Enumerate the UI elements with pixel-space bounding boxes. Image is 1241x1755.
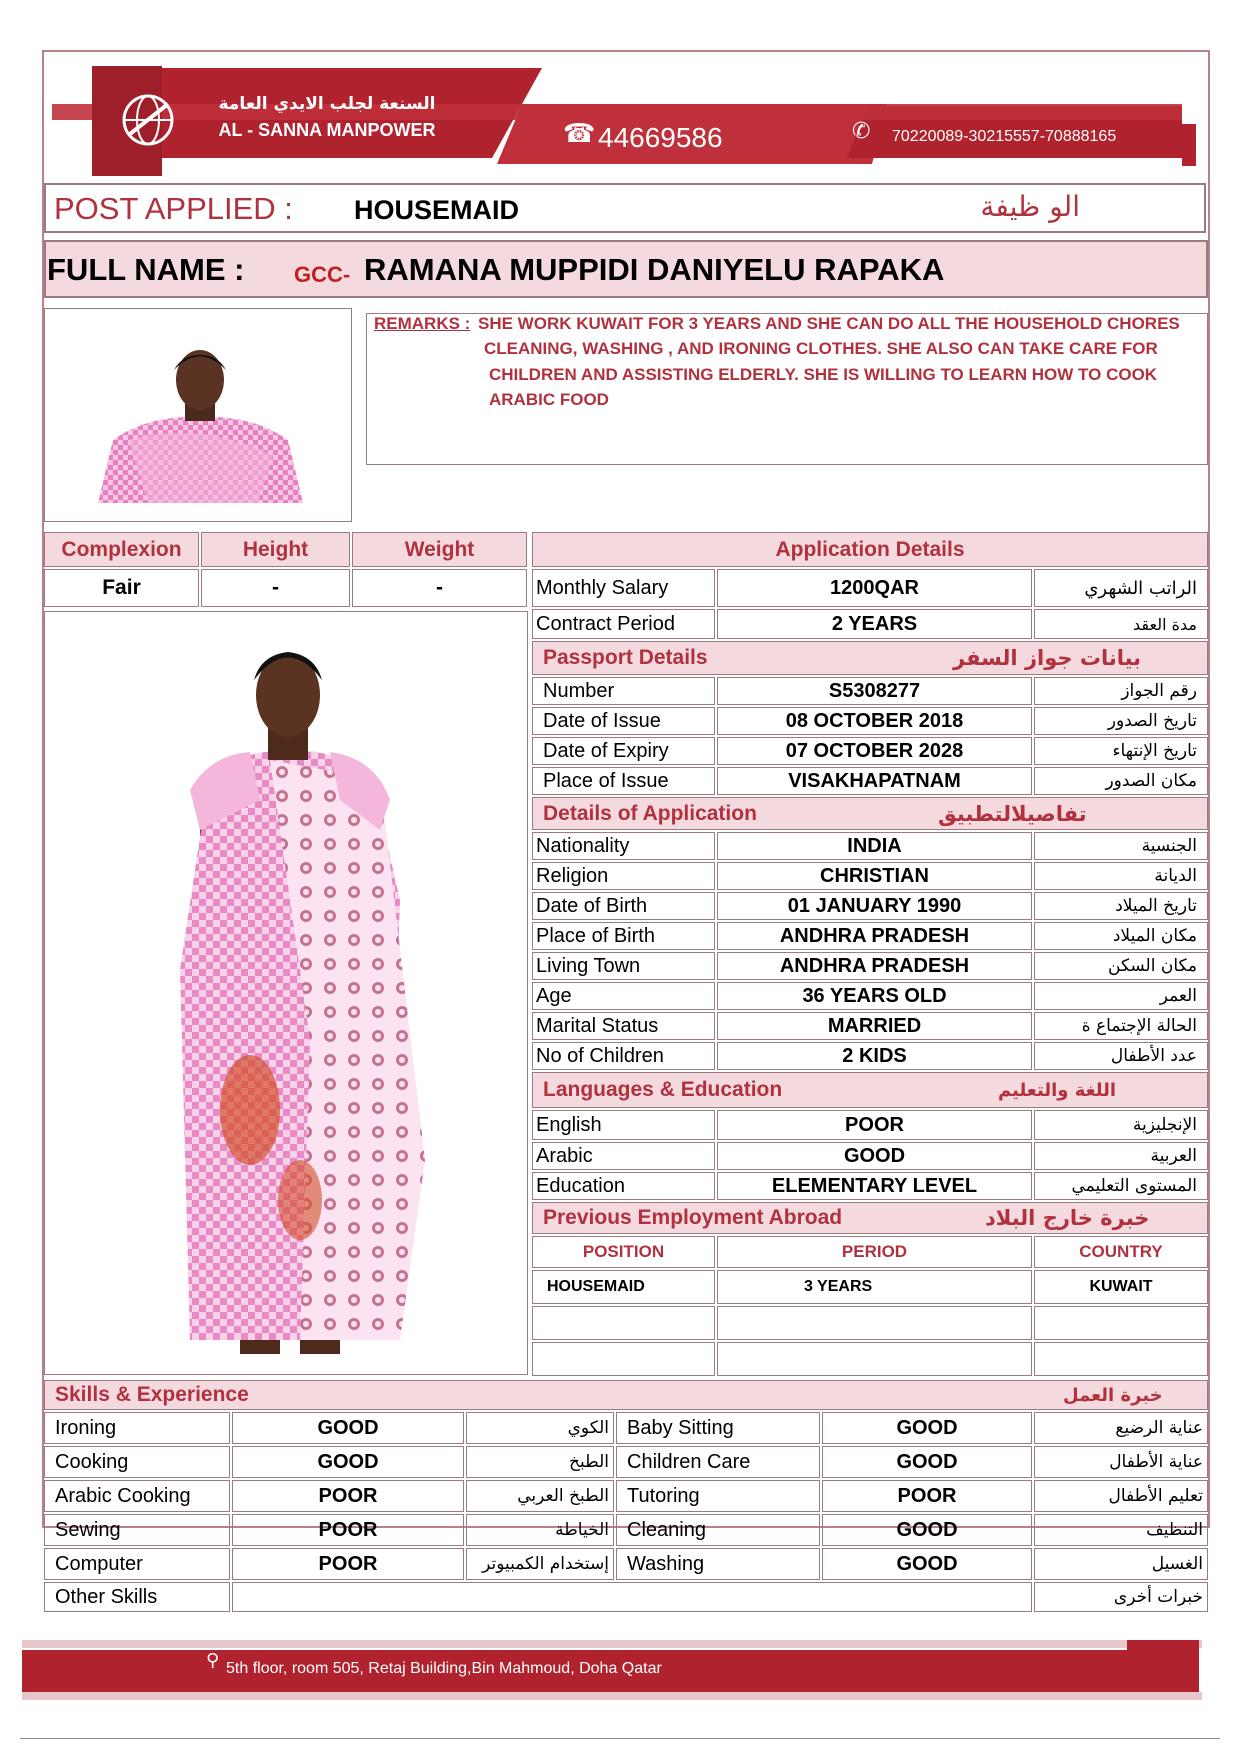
remarks-label: REMARKS : (374, 314, 471, 333)
skill-baby-sitting-ar: عناية الرضيع (1034, 1412, 1208, 1444)
no-of-children-ar: عدد الأطفال (1034, 1042, 1208, 1070)
english-ar: الإنجليزية (1034, 1110, 1208, 1140)
other-skills-value (232, 1582, 1032, 1612)
monthly-salary-label: Monthly Salary (532, 569, 715, 607)
height-header: Height (201, 532, 350, 567)
gcc-prefix: GCC- (294, 262, 351, 287)
skill-children-care-label: Children Care (616, 1446, 820, 1478)
religion-value: CHRISTIAN (717, 862, 1032, 890)
position-header: POSITION (532, 1236, 715, 1268)
no-of-children-label: No of Children (532, 1042, 715, 1070)
details-of-application-title-ar: تفاصيلالتطبيق (938, 801, 1087, 826)
passport-details-title: Passport Details (543, 646, 708, 669)
passport-details-title-ar: بيانات جواز السفر (953, 646, 1142, 670)
date-of-expiry-value: 07 OCTOBER 2028 (717, 737, 1032, 765)
age-ar: العمر (1034, 982, 1208, 1010)
skill-sewing-value: POOR (232, 1514, 464, 1546)
remarks-line-1: SHE WORK KUWAIT FOR 3 YEARS AND SHE CAN DO ALL THE HOUSEHOLD CHORES (478, 314, 1180, 333)
date-of-birth-ar: تاريخ الميلاد (1034, 892, 1208, 920)
passport-number-value: S5308277 (717, 677, 1032, 705)
skill-children-care-ar: عناية الأطفال (1034, 1446, 1208, 1478)
other-skills-label: Other Skills (44, 1582, 230, 1612)
skill-computer-value: POOR (232, 1548, 464, 1580)
skills-experience-header (44, 1380, 1208, 1410)
skill-ironing-value: GOOD (232, 1412, 464, 1444)
skill-ironing-ar: الكوي (466, 1412, 614, 1444)
skill-arabic-cooking-label: Arabic Cooking (44, 1480, 230, 1512)
skill-sewing-label: Sewing (44, 1514, 230, 1546)
employment-empty-2b (717, 1342, 1032, 1376)
date-of-birth-value: 01 JANUARY 1990 (717, 892, 1032, 920)
employment-position: HOUSEMAID (532, 1270, 715, 1304)
footer-address: 5th floor, room 505, Retaj Building,Bin Mahmoud, Doha Qatar (226, 1660, 662, 1677)
languages-education-title-ar: اللغة والتعليم (998, 1079, 1117, 1101)
place-of-issue-label: Place of Issue (532, 767, 715, 795)
passport-number-label: Number (532, 677, 715, 705)
full-body-photo (150, 640, 430, 1358)
skill-washing-ar: الغسيل (1034, 1548, 1208, 1580)
employment-country: KUWAIT (1034, 1270, 1208, 1304)
phone-number: 44669586 (598, 122, 723, 153)
arabic-label: Arabic (532, 1142, 715, 1170)
monthly-salary-ar: الراتب الشهري (1034, 569, 1208, 607)
education-value: ELEMENTARY LEVEL (717, 1172, 1032, 1200)
skills-experience-title-ar: خبرة العمل (1063, 1384, 1163, 1406)
religion-ar: الديانة (1034, 862, 1208, 890)
skill-washing-value: GOOD (822, 1548, 1032, 1580)
marital-status-label: Marital Status (532, 1012, 715, 1040)
period-header: PERIOD (717, 1236, 1032, 1268)
education-ar: المستوى التعليمي (1034, 1172, 1208, 1200)
contract-period-label: Contract Period (532, 609, 715, 639)
nationality-label: Nationality (532, 832, 715, 860)
skill-computer-ar: إستخدام الكمبيوتر (466, 1548, 614, 1580)
company-logo-icon (120, 92, 176, 148)
other-skills-ar: خبرات أخرى (1034, 1582, 1208, 1612)
passport-details-header (532, 641, 1208, 675)
marital-status-ar: الحالة الإجتماع ة (1034, 1012, 1208, 1040)
post-applied-label: POST APPLIED : (54, 191, 293, 226)
living-town-label: Living Town (532, 952, 715, 980)
employment-period: 3 YEARS (717, 1270, 1032, 1304)
date-of-issue-ar: تاريخ الصدور (1034, 707, 1208, 735)
skill-tutoring-ar: تعليم الأطفال (1034, 1480, 1208, 1512)
skill-computer-label: Computer (44, 1548, 230, 1580)
place-of-birth-ar: مكان الميلاد (1034, 922, 1208, 950)
skill-cleaning-value: GOOD (822, 1514, 1032, 1546)
skill-arabic-cooking-ar: الطبخ العربي (466, 1480, 614, 1512)
height-value: - (201, 569, 350, 607)
religion-label: Religion (532, 862, 715, 890)
languages-education-title: Languages & Education (543, 1078, 783, 1101)
full-name-value: RAMANA MUPPIDI DANIYELU RAPAKA (364, 252, 945, 287)
full-name-label: FULL NAME : (47, 252, 245, 287)
languages-education-header (532, 1072, 1208, 1108)
date-of-issue-value: 08 OCTOBER 2018 (717, 707, 1032, 735)
skill-arabic-cooking-value: POOR (232, 1480, 464, 1512)
footer-rule (20, 1738, 1220, 1739)
place-of-birth-label: Place of Birth (532, 922, 715, 950)
weight-header: Weight (352, 532, 527, 567)
contract-period-value: 2 YEARS (717, 609, 1032, 639)
complexion-value: Fair (44, 569, 199, 607)
skill-cooking-ar: الطبخ (466, 1446, 614, 1478)
living-town-value: ANDHRA PRADESH (717, 952, 1032, 980)
remarks-line-2: CLEANING, WASHING , AND IRONING CLOTHES. SHE ALSO CAN TAKE CARE FOR (484, 339, 1158, 358)
application-details-header: Application Details (532, 532, 1208, 567)
skill-cooking-label: Cooking (44, 1446, 230, 1478)
previous-employment-title-ar: خبرة خارج البلاد (985, 1206, 1150, 1230)
country-header: COUNTRY (1034, 1236, 1208, 1268)
place-of-birth-value: ANDHRA PRADESH (717, 922, 1032, 950)
english-label: English (532, 1110, 715, 1140)
arabic-ar: العربية (1034, 1142, 1208, 1170)
living-town-ar: مكان السكن (1034, 952, 1208, 980)
post-applied-label-ar: الو ظيفة (980, 190, 1080, 223)
complexion-header: Complexion (44, 532, 199, 567)
skill-children-care-value: GOOD (822, 1446, 1032, 1478)
skill-washing-label: Washing (616, 1548, 820, 1580)
portrait-photo-small (88, 345, 313, 503)
age-label: Age (532, 982, 715, 1010)
skill-baby-sitting-label: Baby Sitting (616, 1412, 820, 1444)
date-of-issue-label: Date of Issue (532, 707, 715, 735)
skill-ironing-label: Ironing (44, 1412, 230, 1444)
skills-experience-title: Skills & Experience (55, 1383, 249, 1406)
nationality-value: INDIA (717, 832, 1032, 860)
age-value: 36 YEARS OLD (717, 982, 1032, 1010)
post-applied-value: HOUSEMAID (354, 195, 520, 225)
nationality-ar: الجنسية (1034, 832, 1208, 860)
place-of-issue-ar: مكان الصدور (1034, 767, 1208, 795)
previous-employment-title: Previous Employment Abroad (543, 1206, 843, 1229)
phone-icon: ☎ (563, 118, 596, 148)
english-value: POOR (717, 1110, 1032, 1140)
place-of-issue-value: VISAKHAPATNAM (717, 767, 1032, 795)
mobile-icon: ✆ (852, 118, 871, 143)
date-of-birth-label: Date of Birth (532, 892, 715, 920)
skill-sewing-ar: الخياطة (466, 1514, 614, 1546)
passport-number-ar: رقم الجواز (1034, 677, 1208, 705)
remarks-line-4: ARABIC FOOD (489, 390, 609, 409)
education-label: Education (532, 1172, 715, 1200)
mobile-numbers: 70220089-30215557-70888165 (892, 128, 1117, 145)
marital-status-value: MARRIED (717, 1012, 1032, 1040)
skill-cooking-value: GOOD (232, 1446, 464, 1478)
employment-empty-1a (532, 1306, 715, 1340)
employment-empty-1b (717, 1306, 1032, 1340)
monthly-salary-value: 1200QAR (717, 569, 1032, 607)
remarks-line-3: CHILDREN AND ASSISTING ELDERLY. SHE IS WILLING TO LEARN HOW TO COOK (489, 365, 1158, 384)
location-pin-icon: ⚲ (206, 1650, 220, 1670)
remarks-box (366, 313, 1208, 465)
employment-empty-2a (532, 1342, 715, 1376)
skill-cleaning-ar: التنظيف (1034, 1514, 1208, 1546)
company-name-ar: السنعة لجلب الايدي العامة (218, 94, 436, 114)
details-of-application-title: Details of Application (543, 801, 757, 825)
no-of-children-value: 2 KIDS (717, 1042, 1032, 1070)
employment-empty-1c (1034, 1306, 1208, 1340)
arabic-value: GOOD (717, 1142, 1032, 1170)
date-of-expiry-label: Date of Expiry (532, 737, 715, 765)
contract-period-ar: مدة العقد (1034, 609, 1208, 639)
skill-baby-sitting-value: GOOD (822, 1412, 1032, 1444)
skill-tutoring-label: Tutoring (616, 1480, 820, 1512)
skill-cleaning-label: Cleaning (616, 1514, 820, 1546)
weight-value: - (352, 569, 527, 607)
skill-tutoring-value: POOR (822, 1480, 1032, 1512)
previous-employment-header (532, 1202, 1208, 1234)
employment-empty-2c (1034, 1342, 1208, 1376)
date-of-expiry-ar: تاريخ الإنتهاء (1034, 737, 1208, 765)
details-of-application-header (532, 797, 1208, 830)
company-name-en: AL - SANNA MANPOWER (218, 120, 436, 140)
